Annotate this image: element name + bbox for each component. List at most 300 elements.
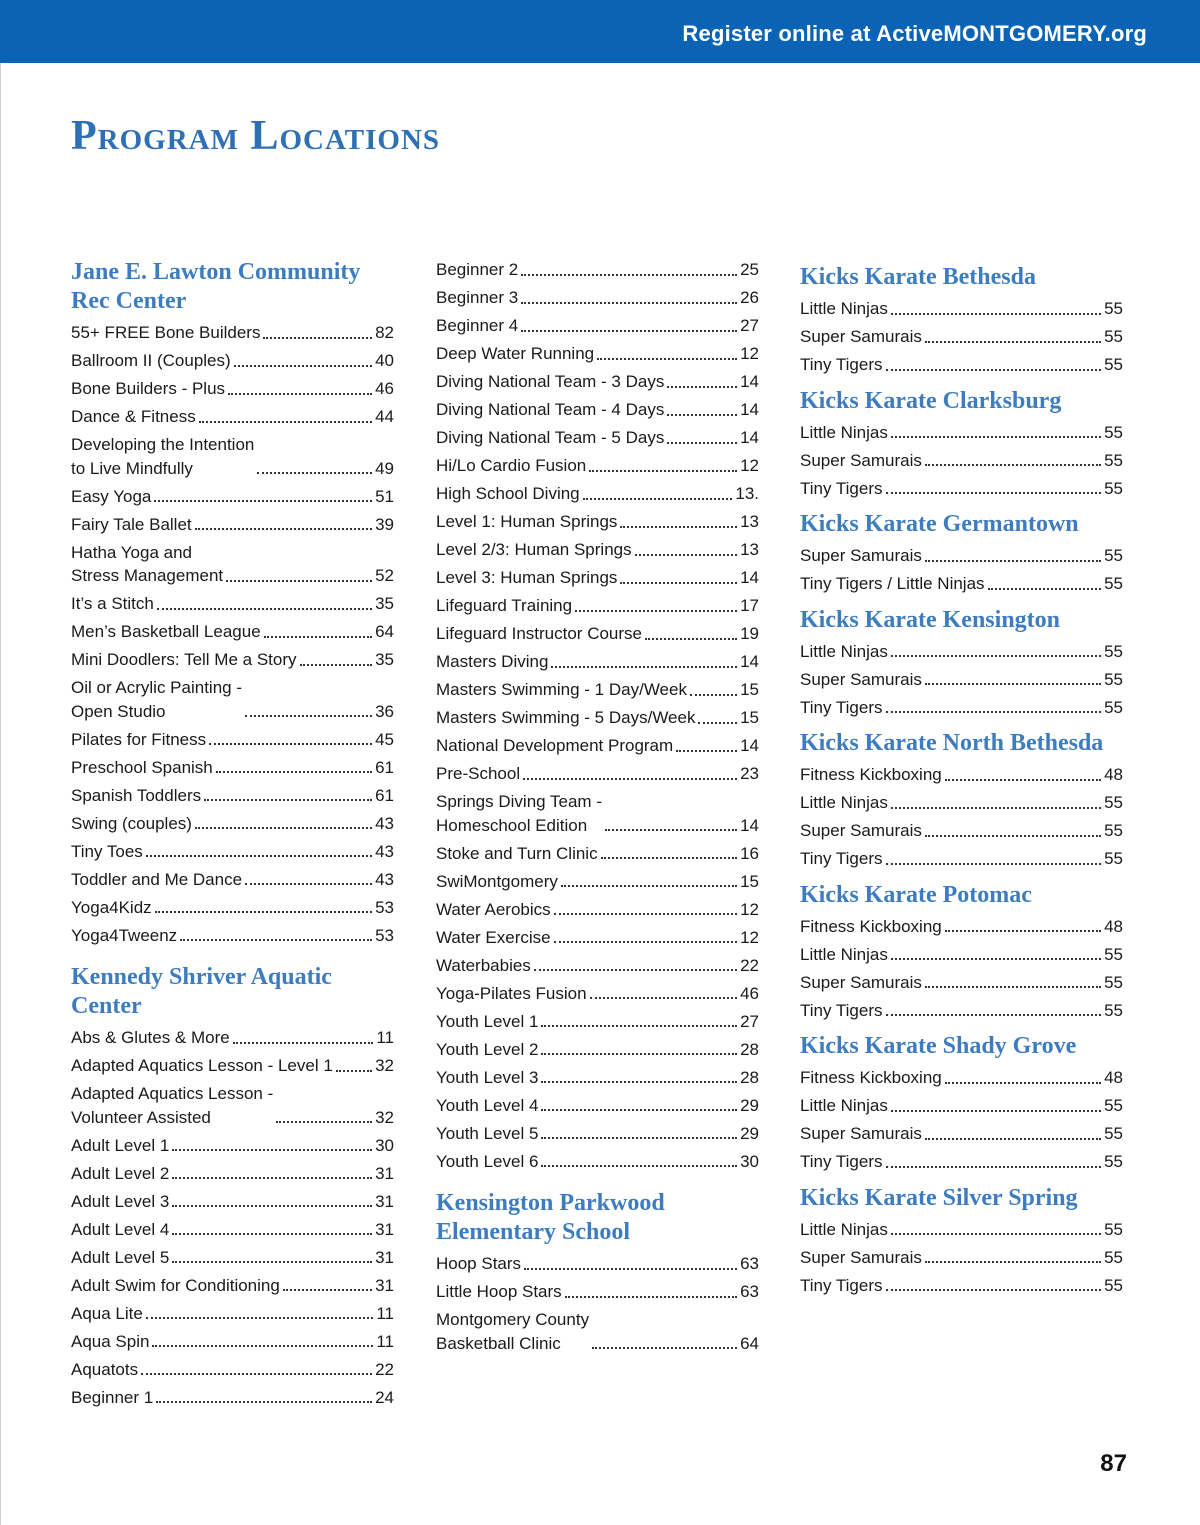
program-entry xyxy=(436,538,759,562)
program-entry xyxy=(71,513,394,537)
program-name: Developing the Intention to Live Mindfully xyxy=(71,435,255,478)
program-name: Little Ninjas xyxy=(800,299,888,318)
program-page-number: 43 xyxy=(375,869,394,889)
dot-leader xyxy=(886,1014,1102,1016)
program-page-number: 28 xyxy=(740,1067,759,1087)
program-name: 55+ FREE Bone Builders xyxy=(71,323,261,342)
program-name: Little Ninjas xyxy=(800,1219,888,1239)
program-page-number: 30 xyxy=(375,1135,394,1155)
program-entry xyxy=(71,676,394,723)
dot-leader xyxy=(172,1261,372,1263)
program-entry xyxy=(436,1252,759,1276)
program-name: Oil or Acrylic Painting - Open Studio xyxy=(71,678,242,721)
program-entry xyxy=(71,648,394,672)
dot-leader xyxy=(891,958,1101,960)
program-name: Masters Swimming - 5 Days/Week xyxy=(436,708,696,727)
program-name: Tiny Tigers xyxy=(800,1152,883,1171)
program-name: Adult Level 5 xyxy=(71,1247,170,1267)
program-page-number: 64 xyxy=(375,622,394,641)
program-name: Adult Level 4 xyxy=(71,1219,170,1239)
program-name: Fitness Kickboxing xyxy=(800,765,942,784)
program-entry xyxy=(800,999,1123,1023)
program-entry xyxy=(800,763,1123,787)
program-name: Little Ninjas xyxy=(800,1096,888,1115)
program-page-number: 55 xyxy=(1104,1247,1123,1267)
location-heading: Kennedy Shriver Aquatic Center xyxy=(71,964,332,1019)
program-name: Masters Diving xyxy=(436,652,549,671)
program-entry xyxy=(436,342,759,366)
program-page-number: 53 xyxy=(375,925,394,945)
location-section xyxy=(800,263,1123,377)
program-page-number: 61 xyxy=(375,785,394,805)
program-entry xyxy=(436,898,759,922)
program-entry xyxy=(436,1094,759,1118)
program-entry xyxy=(71,1162,394,1186)
dot-leader xyxy=(667,414,737,416)
location-heading: Kicks Karate Bethesda xyxy=(800,264,1036,290)
dot-leader xyxy=(541,1053,737,1055)
location-section xyxy=(800,1032,1123,1174)
program-name: Adult Swim for Conditioning xyxy=(71,1275,280,1295)
program-entry xyxy=(436,982,759,1006)
program-entry xyxy=(436,622,759,646)
dot-leader xyxy=(988,588,1102,590)
page-edge xyxy=(0,63,1,1525)
dot-leader xyxy=(146,1317,374,1319)
location-section xyxy=(436,258,759,1173)
program-name: Youth Level 5 xyxy=(436,1123,539,1143)
program-page-number: 11 xyxy=(376,1028,394,1047)
program-name: Water Exercise xyxy=(436,927,551,947)
register-link[interactable]: Register online at ActiveMONTGOMERY.org xyxy=(682,21,1147,46)
dot-leader xyxy=(541,1137,737,1139)
program-page-number: 52 xyxy=(375,566,394,585)
location-heading: Kicks Karate Kensington xyxy=(800,606,1061,633)
dot-leader xyxy=(945,930,1101,932)
program-name: Lifeguard Training xyxy=(436,596,573,615)
program-page-number: 55 xyxy=(1104,793,1123,812)
program-entry xyxy=(71,1218,394,1242)
program-page-number: 14 xyxy=(740,372,759,391)
program-name: Tiny Tigers xyxy=(800,1000,883,1020)
dot-leader xyxy=(195,528,372,530)
program-page-number: 36 xyxy=(375,701,394,721)
program-page-number: 63 xyxy=(740,1254,759,1273)
program-entry xyxy=(71,1274,394,1298)
program-entry xyxy=(436,926,759,950)
dot-leader xyxy=(300,664,373,666)
dot-leader xyxy=(152,1345,373,1347)
program-name: Level 2/3: Human Springs xyxy=(436,540,632,559)
location-section xyxy=(800,387,1123,501)
program-entry xyxy=(800,572,1123,596)
program-name: Adult Level 1 xyxy=(71,1135,170,1155)
program-page-number: 55 xyxy=(1104,1275,1123,1295)
program-page-number: 55 xyxy=(1104,1124,1123,1143)
dot-leader xyxy=(601,857,737,859)
dot-leader xyxy=(146,855,372,857)
program-entry xyxy=(71,321,394,345)
page-number: 87 xyxy=(1100,1450,1127,1477)
dot-leader xyxy=(667,386,737,388)
program-entry xyxy=(436,650,759,674)
program-name: Aquatots xyxy=(71,1359,139,1379)
program-page-number: 35 xyxy=(375,594,394,613)
program-name: Fitness Kickboxing xyxy=(800,916,942,936)
program-name: Aqua Lite xyxy=(71,1303,143,1323)
program-page-number: 12 xyxy=(740,456,759,475)
program-page-number: 14 xyxy=(740,400,759,419)
dot-leader xyxy=(620,582,737,584)
program-page-number: 31 xyxy=(375,1163,394,1183)
program-name: Super Samurais xyxy=(800,669,922,689)
dot-leader xyxy=(521,274,737,276)
program-page-number: 17 xyxy=(740,596,759,615)
location-heading: Kicks Karate Germantown xyxy=(800,511,1079,537)
program-name: Adult Level 2 xyxy=(71,1163,170,1183)
program-entry xyxy=(71,485,394,509)
program-entry xyxy=(71,1246,394,1270)
dot-leader xyxy=(541,1081,737,1083)
program-name: Fitness Kickboxing xyxy=(800,1068,942,1087)
dot-leader xyxy=(583,498,733,500)
program-page-number: 31 xyxy=(375,1191,394,1211)
location-section xyxy=(800,729,1123,871)
program-name: It’s a Stitch xyxy=(71,594,154,613)
program-entry xyxy=(436,370,759,394)
program-name: Adapted Aquatics Lesson - Level 1 xyxy=(71,1056,333,1075)
program-name: Youth Level 3 xyxy=(436,1067,539,1087)
program-entry xyxy=(800,819,1123,843)
program-entry xyxy=(800,668,1123,692)
program-page-number: 14 xyxy=(740,652,759,671)
program-page-number: 55 xyxy=(1104,849,1123,868)
program-page-number: 55 xyxy=(1104,574,1123,593)
program-page-number: 31 xyxy=(375,1275,394,1295)
dot-leader xyxy=(554,941,737,943)
dot-leader xyxy=(216,771,372,773)
program-entry xyxy=(800,640,1123,664)
program-page-number: 11 xyxy=(376,1331,394,1351)
program-page-number: 55 xyxy=(1104,1000,1123,1020)
dot-leader xyxy=(565,1296,737,1298)
dot-leader xyxy=(925,1138,1101,1140)
dot-leader xyxy=(590,997,738,999)
program-page-number: 35 xyxy=(375,650,394,669)
dot-leader xyxy=(264,636,372,638)
program-page-number: 15 xyxy=(740,871,759,891)
program-name: Little Ninjas xyxy=(800,641,888,661)
program-page-number: 39 xyxy=(375,514,394,534)
program-page-number: 55 xyxy=(1104,422,1123,442)
program-page-number: 11 xyxy=(376,1303,394,1323)
program-entry xyxy=(436,842,759,866)
dot-leader xyxy=(886,492,1102,494)
dot-leader xyxy=(141,1373,372,1375)
program-name: SwiMontgomery xyxy=(436,871,558,891)
program-entry xyxy=(800,449,1123,473)
program-entry xyxy=(800,1218,1123,1242)
location-section xyxy=(71,963,394,1409)
dot-leader xyxy=(605,829,737,831)
program-page-number: 55 xyxy=(1104,546,1123,565)
program-page-number: 31 xyxy=(375,1247,394,1267)
program-entry xyxy=(436,734,759,758)
program-entry xyxy=(71,620,394,644)
program-entry xyxy=(436,482,759,506)
dot-leader xyxy=(645,638,737,640)
program-page-number: 32 xyxy=(375,1056,394,1075)
dot-leader xyxy=(891,807,1101,809)
dot-leader xyxy=(551,666,737,668)
program-name: Super Samurais xyxy=(800,450,922,470)
dot-leader xyxy=(698,722,737,724)
program-name: Stoke and Turn Clinic xyxy=(436,843,598,863)
program-name: Waterbabies xyxy=(436,955,531,975)
program-entry xyxy=(436,454,759,478)
program-page-number: 55 xyxy=(1104,1219,1123,1239)
program-entry xyxy=(71,1026,394,1050)
program-entry xyxy=(436,314,759,338)
dot-leader xyxy=(690,694,737,696)
dot-leader xyxy=(886,711,1102,713)
dot-leader xyxy=(589,470,737,472)
program-name: Montgomery County Basketball Clinic xyxy=(436,1310,590,1353)
program-name: Yoga-Pilates Fusion xyxy=(436,983,587,1003)
program-name: Men’s Basketball League xyxy=(71,622,261,641)
dot-leader xyxy=(195,827,372,829)
program-entry xyxy=(436,706,759,730)
program-page-number: 43 xyxy=(375,813,394,833)
program-name: Diving National Team - 5 Days xyxy=(436,428,665,447)
program-page-number: 25 xyxy=(740,260,759,279)
program-page-number: 24 xyxy=(375,1387,394,1407)
location-heading: Kicks Karate Potomac xyxy=(800,881,1032,908)
program-entry xyxy=(436,954,759,978)
dot-leader xyxy=(228,393,372,395)
program-entry xyxy=(71,377,394,401)
dot-leader xyxy=(925,835,1101,837)
program-page-number: 55 xyxy=(1104,1096,1123,1115)
program-name: Deep Water Running xyxy=(436,344,595,363)
program-entry xyxy=(800,1122,1123,1146)
dot-leader xyxy=(891,655,1101,657)
program-entry xyxy=(71,812,394,836)
program-name: Hatha Yoga and Stress Management xyxy=(71,542,224,585)
program-name: Tiny Tigers xyxy=(800,478,883,498)
program-entry xyxy=(800,477,1123,501)
program-name: Little Ninjas xyxy=(800,793,888,812)
program-entry xyxy=(71,756,394,780)
program-entry xyxy=(436,286,759,310)
program-name: Pre-School xyxy=(436,764,521,783)
dot-leader xyxy=(541,1165,737,1167)
dot-leader xyxy=(635,554,737,556)
dot-leader xyxy=(276,1121,372,1123)
program-name: Tiny Toes xyxy=(71,841,143,861)
program-entry xyxy=(800,544,1123,568)
program-entry xyxy=(800,1094,1123,1118)
dot-leader xyxy=(209,743,372,745)
dot-leader xyxy=(283,1289,372,1291)
dot-leader xyxy=(199,421,372,423)
program-entry xyxy=(436,426,759,450)
program-name: Youth Level 2 xyxy=(436,1039,539,1059)
program-name: Pilates for Fitness xyxy=(71,729,207,749)
program-entry xyxy=(436,1038,759,1062)
program-entry xyxy=(436,258,759,282)
program-entry xyxy=(436,678,759,702)
dot-leader xyxy=(925,341,1101,343)
location-heading: Kensington Parkwood Elementary School xyxy=(436,1190,665,1245)
program-page-number: 55 xyxy=(1104,821,1123,840)
dot-leader xyxy=(925,1261,1101,1263)
program-entry xyxy=(71,840,394,864)
program-page-number: 64 xyxy=(740,1333,759,1353)
program-page-number: 55 xyxy=(1104,944,1123,964)
program-name: Dance & Fitness xyxy=(71,407,196,426)
program-page-number: 28 xyxy=(740,1039,759,1059)
header-bar xyxy=(0,0,1200,63)
dot-leader xyxy=(245,715,372,717)
program-page-number: 61 xyxy=(375,757,394,777)
dot-leader xyxy=(257,472,372,474)
program-name: Adapted Aquatics Lesson - Volunteer Assisted xyxy=(71,1084,274,1127)
location-section xyxy=(800,606,1123,720)
location-section xyxy=(800,1184,1123,1298)
program-name: Tiny Tigers / Little Ninjas xyxy=(800,574,985,593)
dot-leader xyxy=(172,1177,372,1179)
program-entry xyxy=(800,791,1123,815)
program-entry xyxy=(71,433,394,480)
program-name: Spanish Toddlers xyxy=(71,785,202,805)
program-entry xyxy=(71,1330,394,1354)
program-entry xyxy=(436,762,759,786)
dot-leader xyxy=(521,330,737,332)
program-entry xyxy=(71,1054,394,1078)
program-name: Yoga4Kidz xyxy=(71,897,152,917)
program-name: Fairy Tale Ballet xyxy=(71,514,192,534)
program-entry xyxy=(800,696,1123,720)
program-page-number: 22 xyxy=(375,1359,394,1379)
dot-leader xyxy=(597,358,737,360)
location-section xyxy=(71,258,394,947)
program-name: Toddler and Me Dance xyxy=(71,869,243,889)
dot-leader xyxy=(891,1233,1101,1235)
program-name: Super Samurais xyxy=(800,1247,922,1267)
dot-leader xyxy=(886,1289,1102,1291)
dot-leader xyxy=(925,560,1101,562)
program-page-number: 49 xyxy=(375,458,394,478)
dot-leader xyxy=(620,526,737,528)
program-page-number: 53 xyxy=(375,897,394,917)
program-entry xyxy=(800,1274,1123,1298)
program-entry xyxy=(71,1190,394,1214)
program-page-number: 55 xyxy=(1104,641,1123,661)
program-entry xyxy=(71,1134,394,1158)
program-page-number: 44 xyxy=(375,407,394,426)
dot-leader xyxy=(676,750,737,752)
program-name: Level 1: Human Springs xyxy=(436,512,618,531)
program-name: Super Samurais xyxy=(800,972,922,992)
program-name: Little Ninjas xyxy=(800,944,888,964)
program-entry xyxy=(800,353,1123,377)
program-name: Easy Yoga xyxy=(71,486,152,506)
program-page-number: 27 xyxy=(740,1011,759,1031)
dot-leader xyxy=(155,911,372,913)
program-page-number: 82 xyxy=(375,323,394,342)
program-page-number: 32 xyxy=(375,1107,394,1127)
dot-leader xyxy=(561,885,737,887)
program-entry xyxy=(71,1302,394,1326)
program-entry xyxy=(436,870,759,894)
program-page-number: 55 xyxy=(1104,697,1123,717)
program-entry xyxy=(71,592,394,616)
column-2 xyxy=(436,258,759,1360)
program-entry xyxy=(436,1308,759,1355)
program-page-number: 23 xyxy=(740,764,759,783)
program-page-number: 55 xyxy=(1104,299,1123,318)
program-page-number: 15 xyxy=(740,708,759,727)
program-entry xyxy=(71,728,394,752)
program-name: Preschool Spanish xyxy=(71,757,213,777)
program-name: Ballroom II (Couples) xyxy=(71,351,231,370)
program-page-number: 55 xyxy=(1104,450,1123,470)
program-name: Bone Builders - Plus xyxy=(71,379,226,398)
dot-leader xyxy=(554,913,737,915)
program-name: High School Diving xyxy=(436,484,580,503)
program-name: National Development Program xyxy=(436,736,674,755)
program-name: Super Samurais xyxy=(800,327,922,346)
location-section xyxy=(436,1189,759,1355)
program-entry xyxy=(436,594,759,618)
program-page-number: 14 xyxy=(740,568,759,587)
program-name: Hoop Stars xyxy=(436,1254,522,1273)
program-name: Diving National Team - 3 Days xyxy=(436,372,665,391)
program-page-number: 14 xyxy=(740,736,759,755)
program-page-number: 55 xyxy=(1104,972,1123,992)
program-entry xyxy=(800,325,1123,349)
program-name: Aqua Spin xyxy=(71,1331,150,1351)
program-page-number: 22 xyxy=(740,955,759,975)
program-entry xyxy=(800,943,1123,967)
program-page-number: 51 xyxy=(375,486,394,506)
program-page-number: 13. xyxy=(735,484,759,503)
program-name: Adult Level 3 xyxy=(71,1191,170,1211)
program-page-number: 29 xyxy=(740,1095,759,1115)
program-name: Tiny Tigers xyxy=(800,1275,883,1295)
program-page-number: 19 xyxy=(740,624,759,643)
location-section xyxy=(800,881,1123,1023)
program-page-number: 13 xyxy=(740,512,759,531)
program-entry xyxy=(71,868,394,892)
dot-leader xyxy=(575,610,737,612)
program-name: Super Samurais xyxy=(800,546,922,565)
program-page-number: 29 xyxy=(740,1123,759,1143)
dot-leader xyxy=(523,778,737,780)
dot-leader xyxy=(521,302,737,304)
dot-leader xyxy=(925,683,1101,685)
program-name: Tiny Tigers xyxy=(800,355,883,374)
program-page-number: 55 xyxy=(1104,327,1123,346)
program-name: Water Aerobics xyxy=(436,899,551,919)
program-entry xyxy=(800,1066,1123,1090)
program-page-number: 43 xyxy=(375,841,394,861)
program-page-number: 46 xyxy=(375,379,394,398)
program-page-number: 27 xyxy=(740,316,759,335)
dot-leader xyxy=(233,1042,374,1044)
program-entry xyxy=(71,784,394,808)
